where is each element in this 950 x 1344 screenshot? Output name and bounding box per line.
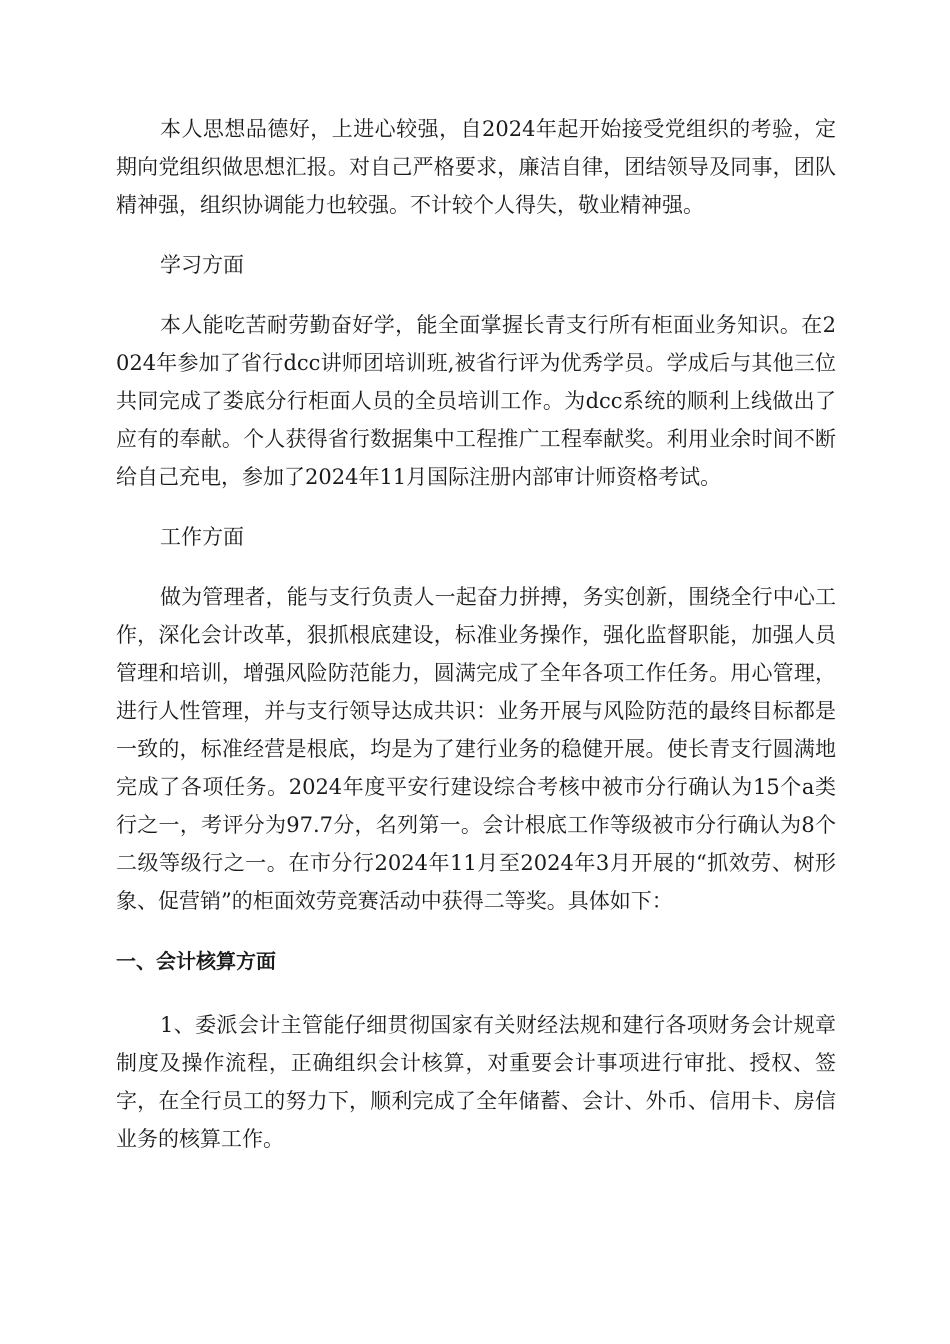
paragraph-study: 本人能吃苦耐劳勤奋好学，能全面掌握长青支行所有柜面业务知识。在2024年参加了省行dcc讲师团培训班,被省行评为优秀学员。学成后与其他三位共同完成了娄底分行柜面人员的全员培训工作。为dcc系统的顺利上线做出了应有的奉献。个人获得省行数据集中工程推广工程奉献奖。利用业余时间不断给自己充电，参加了2024年11月国际注册内部审计师资格考试。 <box>116 313 836 489</box>
section-heading-accounting: 一、会计核算方面 <box>116 949 276 973</box>
paragraph-work: 做为管理者，能与支行负责人一起奋力拼搏，务实创新，围绕全行中心工作，深化会计改革，狠抓根底建设，标准业务操作，强化监督职能，加强人员管理和培训，增强风险防范能力，圆满完成了全年各项工作任务。用心管理，进行人性管理，并与支行领导达成共识：业务开展与风险防范的最终目标都是一致的，标准经营是根底，均是为了建行业务的稳健开展。使长青支行圆满地完成了各项任务。2024年度平安行建设综合考核中被市分行确认为15个a类行之一，考评分为97.7分，名列第一。会计根底工作等级被市分行确认为8个二级等级行之一。在市分行2024年11月至2024年3月开展的“抓效劳、树形象、促营销”的柜面效劳竞赛活动中获得二等奖。具体如下： <box>116 585 836 913</box>
paragraph-accounting-1: 1、委派会计主管能仔细贯彻国家有关财经法规和建行各项财务会计规章制度及操作流程，正确组织会计核算，对重要会计事项进行审批、授权、签字，在全行员工的努力下，顺利完成了全年储蓄、会计、外币、信用卡、房信业务的核算工作。 <box>116 1013 836 1151</box>
subtitle-work: 工作方面 <box>160 525 244 549</box>
paragraph-ideology: 本人思想品德好，上进心较强，自2024年起开始接受党组织的考验，定期向党组织做思想汇报。对自己严格要求，廉洁自律，团结领导及同事，团队精神强，组织协调能力也较强。不计较个人得失，敬业精神强。 <box>116 117 836 217</box>
subtitle-study: 学习方面 <box>160 253 244 277</box>
document-body <box>116 110 836 1180</box>
